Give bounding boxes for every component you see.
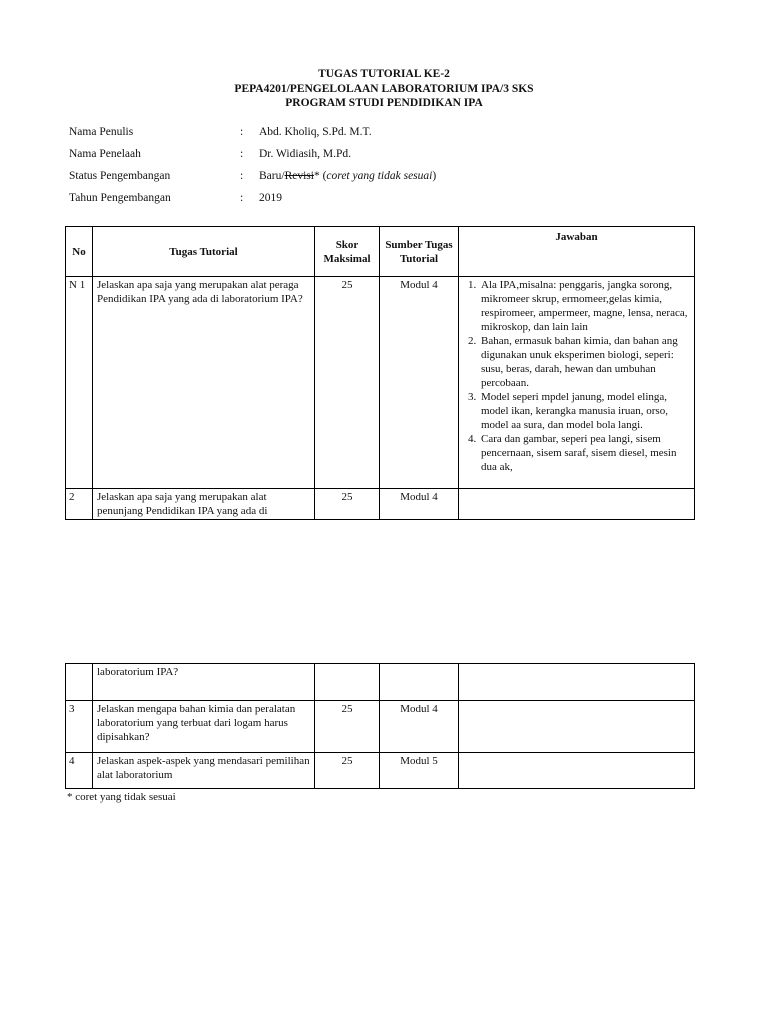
answer-item: 2. Bahan, ermasuk bahan kimia, dan bahan ang digunakan unuk eksperimen biologi, seperi: susu, beras, darah, hewan dan umbuhan percobaan. xyxy=(479,334,690,390)
status-star: * ( xyxy=(313,170,327,182)
header-jawaban: Jawaban xyxy=(459,227,695,277)
header-tugas: Tugas Tutorial xyxy=(93,227,315,277)
row-no: 2 xyxy=(66,489,93,520)
meta-penulis-value: Abd. Kholiq, S.Pd. M.T. xyxy=(259,126,372,138)
row-tugas: Jelaskan apa saja yang merupakan alat penunjang Pendidikan IPA yang ada di xyxy=(93,489,315,520)
meta-status-value xyxy=(259,169,436,183)
row-jawaban xyxy=(459,664,695,701)
meta-penelaah-value: Dr. Widiasih, M.Pd. xyxy=(259,148,351,160)
table-row xyxy=(66,701,695,753)
row-sumber: Modul 4 xyxy=(380,277,459,489)
meta-penelaah-label: Nama Penelaah xyxy=(69,148,141,160)
table-row xyxy=(66,753,695,789)
footnote: * coret yang tidak sesuai xyxy=(67,791,176,803)
row-sumber: Modul 4 xyxy=(380,489,459,520)
row-skor: 25 xyxy=(315,277,380,489)
meta-colon: : xyxy=(240,192,244,204)
meta-tahun-label: Tahun Pengembangan xyxy=(69,192,171,204)
answer-item: 4. Cara dan gambar, seperi pea langi, sisem pencernaan, sisem saraf, sisem diesel, mesin dua ak, xyxy=(479,432,690,474)
table-row xyxy=(66,277,695,489)
row-sumber: Modul 4 xyxy=(380,701,459,753)
meta-status-label: Status Pengembangan xyxy=(69,170,171,182)
row-tugas: laboratorium IPA? xyxy=(93,664,315,701)
tutorial-table xyxy=(65,226,695,520)
row-sumber xyxy=(380,664,459,701)
doc-title-line2: PEPA4201/PENGELOLAAN LABORATORIUM IPA/3 SKS xyxy=(234,83,534,95)
answer-item: 3. Model seperi mpdel janung, model elinga, model ikan, kerangka manusia iruan, orso, model aa sura, dan model bola langi. xyxy=(479,390,690,432)
answer-list xyxy=(463,278,690,474)
meta-penulis-label: Nama Penulis xyxy=(69,126,134,138)
status-revisi-struck: Revisi xyxy=(284,170,314,182)
row-jawaban xyxy=(459,277,695,489)
row-no: N 1 xyxy=(66,277,93,489)
table-row xyxy=(66,664,695,701)
row-jawaban xyxy=(459,489,695,520)
header-sumber: Sumber Tugas Tutorial xyxy=(380,227,459,277)
status-note: coret yang tidak sesuai xyxy=(326,170,433,182)
row-skor: 25 xyxy=(315,753,380,789)
doc-title-line1: TUGAS TUTORIAL KE-2 xyxy=(318,68,450,80)
answer-item: 1. Ala IPA,misalna: penggaris, jangka sorong, mikromeer skrup, ermomeer,gelas kimia, respiromeer, ampermeer, magne, lensa, neraca, mikroskop, dan lain lain xyxy=(479,278,690,334)
meta-colon: : xyxy=(240,170,244,182)
table-row xyxy=(66,489,695,520)
row-skor xyxy=(315,664,380,701)
row-jawaban xyxy=(459,753,695,789)
meta-colon: : xyxy=(240,126,244,138)
row-no: 4 xyxy=(66,753,93,789)
doc-title-line3: PROGRAM STUDI PENDIDIKAN IPA xyxy=(285,97,483,109)
row-tugas: Jelaskan apa saja yang merupakan alat peraga Pendidikan IPA yang ada di laboratorium IPA? xyxy=(93,277,315,489)
meta-colon: : xyxy=(240,148,244,160)
row-no: 3 xyxy=(66,701,93,753)
header-no: No xyxy=(66,227,93,277)
table-header-row xyxy=(66,227,695,277)
row-skor: 25 xyxy=(315,489,380,520)
row-no xyxy=(66,664,93,701)
row-jawaban xyxy=(459,701,695,753)
tutorial-table-continued xyxy=(65,663,695,789)
row-tugas: Jelaskan mengapa bahan kimia dan peralatan laboratorium yang terbuat dari logam harus dipisahkan? xyxy=(93,701,315,753)
row-sumber: Modul 5 xyxy=(380,753,459,789)
header-skor: Skor Maksimal xyxy=(315,227,380,277)
row-tugas: Jelaskan aspek-aspek yang mendasari pemilihan alat laboratorium xyxy=(93,753,315,789)
status-close: ) xyxy=(432,170,437,182)
meta-tahun-value: 2019 xyxy=(259,192,282,204)
status-baru: Baru/ xyxy=(259,170,285,182)
row-skor: 25 xyxy=(315,701,380,753)
